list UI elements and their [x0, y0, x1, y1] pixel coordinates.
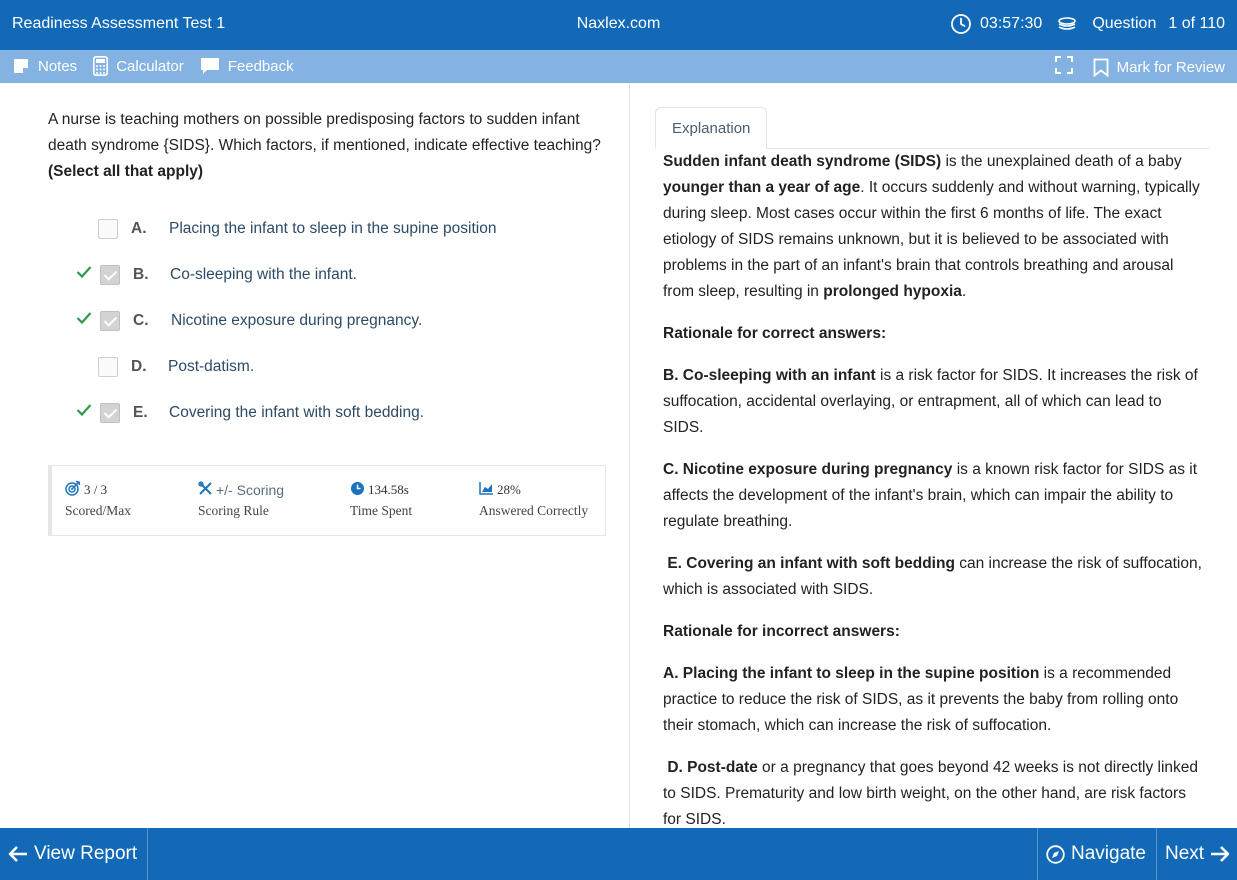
correct-check-icon	[76, 310, 94, 328]
time-label: Time Spent	[350, 503, 413, 518]
rationale-c: C. Nicotine exposure during pregnancy is a known risk factor for SIDS as it affects the development of the infant's brain, which can impair the ability to regulate breathing.	[663, 461, 1198, 530]
next-button[interactable]	[1156, 828, 1237, 880]
option-text: Post-datism.	[168, 358, 255, 375]
site-name: Naxlex.com	[576, 15, 661, 32]
calculator-label: Calculator	[116, 57, 184, 75]
calculator-button[interactable]	[93, 56, 184, 76]
navigate-button[interactable]	[1037, 828, 1156, 880]
question-instruction: (Select all that apply)	[48, 163, 204, 180]
option-letter: A.	[131, 220, 147, 237]
option-letter: D.	[131, 358, 147, 375]
notes-icon	[12, 57, 30, 75]
answered-value: 28%	[497, 482, 521, 497]
rationale-a: A. Placing the infant to sleep in the supine position is a recommended practice to reduce the risk of SIDS, as it prevents the baby from rolling onto their stomach, which can increase the risk of suffocation.	[663, 665, 1179, 734]
option-c[interactable]	[0, 306, 620, 336]
correct-heading: Rationale for correct answers:	[663, 325, 887, 342]
option-letter: B.	[133, 266, 149, 283]
next-label: Next	[1165, 843, 1205, 864]
explanation-pane	[631, 83, 1237, 828]
mark-review-label: Mark for Review	[1116, 58, 1225, 76]
rationale-e: E. Covering an infant with soft bedding can increase the risk of suffocation, which is associated with SIDS.	[663, 555, 1202, 598]
option-text: Covering the infant with soft bedding.	[169, 404, 425, 421]
tools-icon	[198, 481, 213, 500]
tab-row	[655, 107, 1209, 149]
bookmark-icon	[1093, 58, 1109, 77]
stats-panel	[48, 465, 606, 536]
option-checkbox[interactable]	[100, 311, 120, 331]
area-chart-icon	[479, 481, 494, 499]
question-pane	[0, 83, 630, 828]
stat-score	[65, 481, 131, 519]
option-checkbox[interactable]	[98, 357, 118, 377]
stat-time	[350, 481, 412, 519]
navigate-label: Navigate	[1071, 843, 1146, 864]
compass-icon	[1046, 845, 1065, 864]
question-label: Question	[1092, 15, 1157, 32]
option-text: Placing the infant to sleep in the supine position	[169, 220, 497, 237]
tab-explanation[interactable]: Explanation	[655, 107, 767, 149]
notes-button[interactable]	[12, 57, 77, 75]
correct-check-icon	[76, 264, 94, 282]
top-bar	[0, 0, 1237, 50]
fullscreen-icon[interactable]	[1055, 56, 1073, 78]
option-a[interactable]	[0, 214, 620, 244]
time-value: 134.58s	[368, 482, 409, 497]
question-text: A nurse is teaching mothers on possible predisposing factors to sudden infant death syndrome {SIDS}. Which factors, if mentioned, indicate effective teaching?	[48, 111, 601, 154]
explanation-body	[663, 149, 1203, 828]
arrow-right-icon	[1210, 845, 1230, 863]
option-checkbox[interactable]	[100, 265, 120, 285]
top-bar-right	[950, 13, 1225, 35]
stat-answered	[479, 481, 588, 519]
option-e[interactable]	[0, 398, 620, 428]
option-b[interactable]	[0, 260, 620, 290]
intro-paragraph: Sudden infant death syndrome (SIDS) is the unexplained death of a baby younger than a year of age. It occurs suddenly and without warning, typically during sleep. Most cases occur within the first 6 months of life. The exact etiology of SIDS remains unknown, but it is believed to be associated with problems in the part of an infant's brain that controls breathing and arousal from sleep, resulting in prolonged hypoxia.	[663, 153, 1200, 300]
scoring-label: Scoring Rule	[198, 503, 269, 518]
arrow-left-icon	[8, 845, 28, 863]
answered-label: Answered Correctly	[479, 503, 589, 518]
rationale-d: D. Post-date or a pregnancy that goes beyond 42 weeks is not directly linked to SIDS. Prematurity and low birth weight, on the other hand, are risk factors for SIDS.	[663, 759, 1199, 828]
option-d[interactable]	[0, 352, 620, 382]
option-checkbox[interactable]	[98, 219, 118, 239]
clock-icon	[350, 481, 365, 500]
incorrect-heading: Rationale for incorrect answers:	[663, 623, 900, 640]
view-report-label: View Report	[34, 843, 138, 864]
question-stack-icon	[1056, 15, 1078, 33]
view-report-button[interactable]	[0, 828, 148, 880]
clock-icon	[950, 13, 972, 35]
question-counter: 1 of 110	[1168, 15, 1225, 32]
bottom-bar	[0, 828, 1237, 880]
rationale-b: B. Co-sleeping with an infant is a risk factor for SIDS. It increases the risk of suffocation, accidental overlaying, or entrapment, all of which can lead to SIDS.	[663, 367, 1198, 436]
tool-bar	[0, 50, 1237, 83]
target-icon	[65, 480, 81, 500]
option-text: Co-sleeping with the infant.	[170, 266, 357, 283]
notes-label: Notes	[38, 57, 78, 75]
option-text: Nicotine exposure during pregnancy.	[171, 312, 423, 329]
option-checkbox[interactable]	[100, 403, 120, 423]
comment-icon	[200, 57, 220, 75]
score-value: 3 / 3	[84, 482, 108, 497]
feedback-button[interactable]	[200, 57, 294, 75]
feedback-label: Feedback	[227, 57, 294, 75]
calculator-icon	[93, 56, 108, 76]
option-letter: E.	[133, 404, 148, 421]
timer: 03:57:30	[980, 15, 1043, 32]
correct-check-icon	[76, 402, 94, 420]
exam-title: Readiness Assessment Test 1	[12, 15, 226, 32]
question-stem	[48, 107, 608, 185]
option-letter: C.	[133, 312, 149, 329]
score-label: Scored/Max	[65, 503, 131, 518]
scoring-value: +/- Scoring	[216, 482, 285, 498]
mark-review-button[interactable]	[1093, 58, 1225, 77]
stat-scoring	[198, 481, 284, 519]
